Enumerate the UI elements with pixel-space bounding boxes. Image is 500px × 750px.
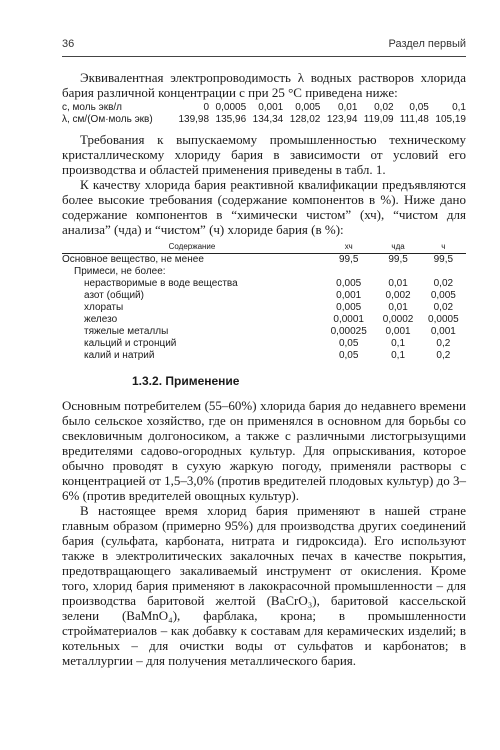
conductivity-value: 135,96 [215,114,247,125]
cell-value: 99,5 [338,254,359,265]
cell-value: 0,005 [430,290,456,301]
conductivity-table [62,102,466,126]
running-header [62,38,466,54]
cell-value: 0,2 [436,338,451,349]
cell-value: 0,1 [391,338,406,349]
conductivity-value: 111,48 [399,114,429,125]
cell-value: 0,00025 [330,326,367,337]
concentration-value: 0,05 [409,102,429,113]
cell-value: 0,0001 [333,314,364,325]
table-row [62,302,466,314]
cell-value: 99,5 [433,254,454,265]
concentration-row [62,102,466,114]
cell-value [375,266,420,278]
cell-value: 0,001 [336,290,362,301]
column-header-hch: хч [322,241,375,254]
cell-value: 0,01 [388,302,408,313]
current-use-paragraph: В настоящее время хлорид бария применяют в нашей стране главным образом (примерно 95%) для производства других соединений бария (сульфата, карбоната, нитрата и гидроксида). Его используют также в электролитических закалочных печах в качестве покрытия, предотвращающего закаливаемый инструмент от окисления. Кроме того, хлорид бария применяют в лакокрасочной промышленности – для производства баритовой желтой (BaCrO₃), баритовой кассельской зелени (BaMnO₄), фарблака, крона; в промышленности стройматериалов – как добавку к составам для керамических изделий; в котельных – для очистки воды от сульфатов и карбонатов; в металлургии – для получения металлического бария. [62,503,466,668]
concentration-value: 0,01 [337,102,358,113]
header-rule [62,56,466,57]
concentration-value: 0,005 [295,102,321,113]
column-header-content: Содержание [62,241,322,254]
conductivity-value: 139,98 [178,114,210,125]
cell-value: 0,02 [433,302,454,313]
purity-table [62,241,466,362]
table-row [62,338,466,350]
cell-value: 0,05 [338,338,359,349]
row-label: кальций и стронций [84,338,177,349]
conductivity-value: 134,34 [252,114,284,125]
cell-value: 0,05 [338,350,359,361]
conductivity-label: λ, см/(Ом·моль экв) [62,114,153,125]
cell-value: 0,001 [385,326,411,337]
concentration-value: 0,1 [452,102,466,113]
row-label: железо [84,314,118,325]
table-row [62,350,466,362]
cell-value: 0,005 [336,278,362,289]
column-header-ch: ч [421,241,466,254]
concentration-value: 0,02 [374,102,394,113]
cell-value [421,266,466,278]
page-body [62,70,466,668]
conductivity-value: 119,09 [363,114,394,125]
table-row [62,314,466,326]
conductivity-value: 123,94 [326,114,358,125]
conductivity-value: 105,19 [435,114,466,125]
cell-value: 0,005 [336,302,362,313]
consumers-paragraph: Основным потребителем (55–60%) хлорида бария до недавнего времени было сельское хозяйство, где он применялся в основном для борьбы со свекловичным долгоносиком, а также с различными листогрызущими вредителями садово-огородных культур. Для опрыскивания, которое обычно проводят в сухую жаркую погоду, применяли растворы с концентрацией от 1,5–3,0% (против вредителей плодовых культур) до 3–6% (против вредителей овощных культур). [62,398,466,503]
concentration-value: 0 [203,102,210,113]
row-label: хлораты [84,302,124,313]
cell-value: 0,01 [388,278,408,289]
concentration-value: 0,0005 [215,102,247,113]
section-heading: 1.3.2. Применение [132,374,240,388]
purity-table-header [62,241,466,254]
requirements-paragraph: Требования к выпускаемому промышленностью техническому кристаллическому хлориду бария в зависимости от условий его производства и областей применения приведены в табл. 1. [62,132,466,177]
table-row [62,254,466,267]
section-title: Раздел первый [388,38,466,50]
cell-value: 99,5 [388,254,408,265]
reagent-quality-paragraph: К качеству хлорида бария реактивной квалификации предъявляются более высокие требования (содержание компонентов в %). Ниже дано содержание компонентов в “химически чистом” (хч), “чистом для анализа” (чда) и “чистом” (ч) хлориде бария (в %): [62,177,466,237]
cell-value: 0,002 [385,290,411,301]
table-row [62,290,466,302]
intro-paragraph: Эквивалентная электропроводимость λ водных растворов хлорида бария различной концентрации c при 25 °С приведена ниже: [62,70,466,100]
conductivity-value: 128,02 [289,114,321,125]
concentration-label: c, моль экв/л [62,102,122,113]
conductivity-row [62,114,466,126]
cell-value: 0,1 [391,350,406,361]
row-label: нерастворимые в воде вещества [84,278,238,289]
table-row [62,326,466,338]
cell-value [322,266,375,278]
cell-value: 0,02 [433,278,454,289]
concentration-value: 0,001 [258,102,284,113]
cell-value: 0,0005 [428,314,459,325]
row-label: азот (общий) [84,290,144,301]
cell-value: 0,001 [430,326,456,337]
cell-value: 0,0002 [382,314,414,325]
cell-value: 0,2 [436,350,451,361]
column-header-chda: чда [375,241,420,254]
page-number: 36 [62,38,75,50]
row-label: тяжелые металлы [84,326,169,337]
row-label: калий и натрий [84,350,155,361]
table-row [62,278,466,290]
row-label: Примеси, не более: [74,266,166,277]
table-row [62,266,466,278]
row-label: Основное вещество, не менее [62,254,204,265]
